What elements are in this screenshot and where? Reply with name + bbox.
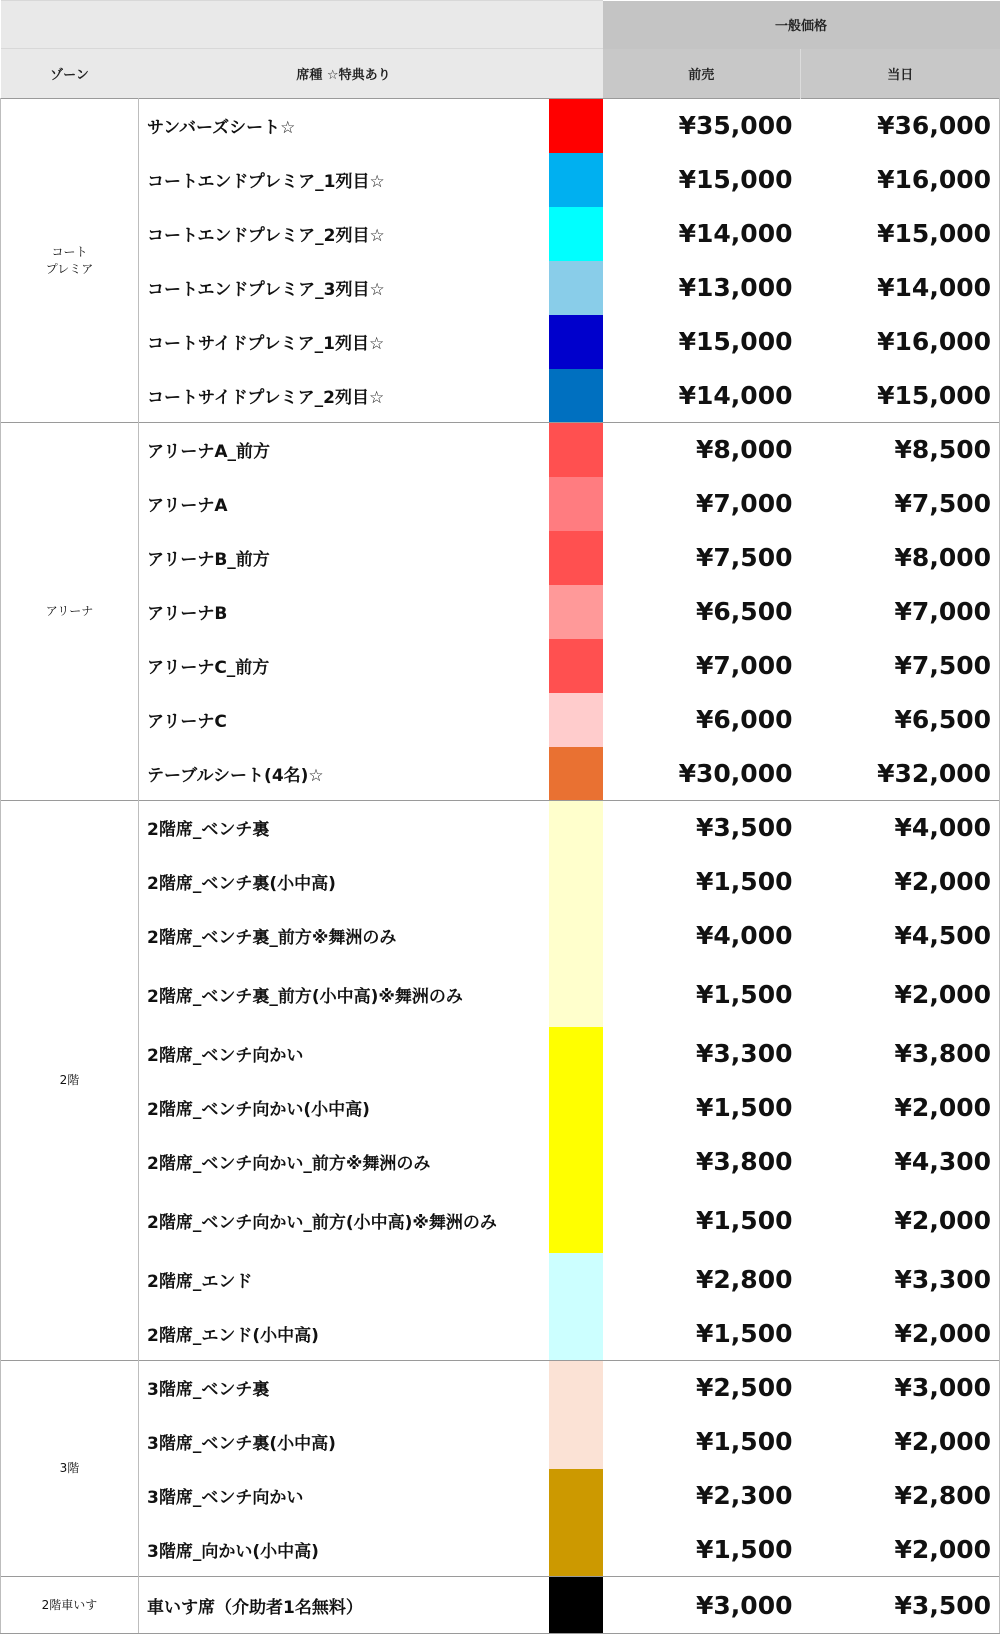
table-row (1, 909, 1000, 963)
seat-color-swatch (549, 1361, 603, 1415)
seat-color-swatch (549, 801, 603, 855)
seat-color-swatch (549, 261, 603, 315)
seat-color-swatch (549, 531, 603, 585)
advance-header: 前売 (603, 49, 801, 99)
seat-name: テーブルシート(4名)☆ (147, 765, 324, 786)
seat-color-swatch (549, 369, 603, 423)
table-row (1, 963, 1000, 1027)
table-row (1, 1469, 1000, 1523)
seat-name: コートサイドプレミア_1列目☆ (147, 334, 385, 354)
zone-cell: コート プレミア (1, 99, 139, 423)
seat-name: 車いす席（介助者1名無料） (139, 1577, 549, 1634)
advance-price: ¥7,000 (696, 489, 793, 518)
same-day-price: ¥4,000 (801, 801, 1000, 855)
same-day-price: ¥4,500 (801, 909, 1000, 963)
seat-color-swatch (549, 1415, 603, 1469)
general-price-header: 一般価格 (603, 1, 1000, 49)
seat-color-swatch (549, 693, 603, 747)
table-row (1, 855, 1000, 909)
same-day-price: ¥16,000 (801, 153, 1000, 207)
table-row (1, 1577, 1000, 1634)
table-row (1, 207, 1000, 261)
advance-price: ¥35,000 (603, 99, 801, 153)
same-day-price: ¥3,500 (801, 1577, 1000, 1634)
same-day-price: ¥2,000 (801, 1307, 1000, 1361)
advance-price: ¥6,500 (696, 597, 793, 626)
same-day-price: ¥8,000 (801, 531, 1000, 585)
seat-name: アリーナA (147, 496, 228, 516)
same-day-price: ¥7,500 (801, 639, 1000, 693)
advance-price: ¥3,800 (696, 1147, 793, 1176)
table-row (1, 693, 1000, 747)
price-body (1, 99, 1000, 1634)
seat-color-swatch (549, 1253, 603, 1307)
seat-color-swatch (549, 855, 603, 909)
table-row (1, 747, 1000, 801)
advance-price: ¥1,500 (696, 1427, 793, 1456)
seat-name: コートエンドプレミア_2列目☆ (147, 226, 385, 246)
header-row-bottom (1, 49, 1000, 99)
same-day-price: ¥36,000 (801, 99, 1000, 153)
seat-name: 2階席_ベンチ向かい_前方※舞洲のみ (147, 1154, 431, 1174)
seat-name: サンバーズシート☆ (139, 99, 549, 153)
same-day-header: 当日 (801, 49, 1000, 99)
zone-cell: 2階 (1, 801, 139, 1361)
advance-price: ¥7,500 (696, 543, 793, 572)
same-day-price: ¥32,000 (801, 747, 1000, 801)
table-row (1, 1361, 1000, 1415)
table-row (1, 315, 1000, 369)
advance-price: ¥3,500 (603, 801, 801, 855)
seat-color-swatch (549, 1577, 603, 1634)
same-day-price: ¥16,000 (801, 315, 1000, 369)
seat-color-swatch (549, 747, 603, 801)
advance-price: ¥14,000 (678, 380, 793, 410)
seat-color-swatch (549, 207, 603, 261)
header-blank (1, 1, 549, 49)
same-day-price: ¥6,500 (801, 693, 1000, 747)
seat-color-swatch (549, 1189, 603, 1253)
table-row (1, 1523, 1000, 1577)
seat-color-swatch (549, 909, 603, 963)
advance-price: ¥2,800 (696, 1265, 793, 1294)
seat-name: アリーナC (147, 712, 227, 732)
same-day-price: ¥2,000 (801, 1415, 1000, 1469)
zone-cell: 2階車いす (1, 1577, 139, 1634)
same-day-price: ¥2,800 (801, 1469, 1000, 1523)
advance-price: ¥6,000 (696, 705, 793, 734)
seat-name: 2階席_ベンチ裏_前方(小中高)※舞洲のみ (147, 987, 463, 1007)
seat-name: 2階席_ベンチ向かい (147, 1046, 304, 1066)
seat-name: アリーナA_前方 (139, 423, 549, 477)
advance-price: ¥15,000 (678, 327, 793, 356)
same-day-price: ¥2,000 (801, 1523, 1000, 1577)
seat-name: 2階席_ベンチ向かい_前方(小中高)※舞洲のみ (147, 1213, 497, 1233)
same-day-price: ¥7,000 (801, 585, 1000, 639)
seat-name: コートサイドプレミア_2列目☆ (147, 387, 385, 408)
seat-name: 2階席_ベンチ裏 (139, 801, 549, 855)
seat-color-swatch (549, 639, 603, 693)
same-day-price: ¥15,000 (801, 369, 1000, 423)
table-row (1, 801, 1000, 855)
seat-color-swatch (549, 315, 603, 369)
advance-price: ¥7,000 (696, 651, 793, 680)
table-row (1, 153, 1000, 207)
seat-name: 3階席_ベンチ裏 (139, 1361, 549, 1415)
header-color-blank (549, 1, 603, 49)
advance-price: ¥1,500 (696, 1318, 793, 1348)
advance-price: ¥1,500 (696, 1093, 793, 1122)
seat-name: アリーナB_前方 (147, 550, 270, 570)
seat-color-swatch (549, 1135, 603, 1189)
header-row-top (1, 1, 1000, 49)
advance-price: ¥1,500 (696, 867, 793, 896)
seat-color-swatch (549, 99, 603, 153)
seat-color-swatch (549, 423, 603, 477)
advance-price: ¥14,000 (678, 219, 793, 248)
advance-price: ¥3,300 (696, 1039, 793, 1068)
seat-name: 2階席_エンド (147, 1272, 253, 1292)
same-day-price: ¥8,500 (801, 423, 1000, 477)
table-row (1, 531, 1000, 585)
table-row (1, 639, 1000, 693)
table-row (1, 1415, 1000, 1469)
same-day-price: ¥4,300 (801, 1135, 1000, 1189)
advance-price: ¥1,500 (696, 1534, 793, 1564)
seat-name: コートエンドプレミア_1列目☆ (147, 172, 385, 192)
advance-price: ¥3,000 (603, 1577, 801, 1634)
seat-name: 2階席_ベンチ裏_前方※舞洲のみ (147, 928, 397, 948)
color-header (549, 49, 603, 99)
advance-price: ¥2,300 (696, 1481, 793, 1510)
seat-color-swatch (549, 477, 603, 531)
seat-color-swatch (549, 1307, 603, 1361)
advance-price: ¥4,000 (696, 921, 793, 950)
same-day-price: ¥15,000 (801, 207, 1000, 261)
table-row (1, 1135, 1000, 1189)
seat-color-swatch (549, 1081, 603, 1135)
zone-header: ゾーン (1, 49, 139, 99)
table-row (1, 1307, 1000, 1361)
table-row (1, 477, 1000, 531)
table-row (1, 261, 1000, 315)
advance-price: ¥30,000 (678, 758, 793, 788)
same-day-price: ¥2,000 (801, 963, 1000, 1027)
advance-price: ¥15,000 (678, 165, 793, 194)
table-row (1, 1189, 1000, 1253)
same-day-price: ¥14,000 (801, 261, 1000, 315)
seat-name: 2階席_ベンチ裏(小中高) (147, 874, 336, 894)
seat-color-swatch (549, 1523, 603, 1577)
same-day-price: ¥2,000 (801, 855, 1000, 909)
same-day-price: ¥7,500 (801, 477, 1000, 531)
seat-name: コートエンドプレミア_3列目☆ (147, 280, 385, 300)
seat-type-header: 席種 ☆特典あり (139, 49, 549, 99)
seat-color-swatch (549, 153, 603, 207)
seat-name: 2階席_エンド(小中高) (147, 1325, 319, 1346)
zone-cell: 3階 (1, 1361, 139, 1577)
seat-color-swatch (549, 1027, 603, 1081)
same-day-price: ¥2,000 (801, 1081, 1000, 1135)
zone-cell: アリーナ (1, 423, 139, 801)
seat-name: アリーナC_前方 (147, 658, 270, 678)
advance-price: ¥8,000 (603, 423, 801, 477)
table-row (1, 99, 1000, 153)
seat-name: 3階席_向かい(小中高) (147, 1541, 319, 1562)
seat-color-swatch (549, 1469, 603, 1523)
same-day-price: ¥3,300 (801, 1253, 1000, 1307)
same-day-price: ¥3,000 (801, 1361, 1000, 1415)
table-row (1, 1081, 1000, 1135)
table-row (1, 1027, 1000, 1081)
table-row (1, 369, 1000, 423)
advance-price: ¥1,500 (696, 1206, 793, 1235)
advance-price: ¥1,500 (696, 980, 793, 1009)
seat-color-swatch (549, 963, 603, 1027)
table-row (1, 585, 1000, 639)
seat-name: アリーナB (147, 604, 228, 624)
seat-name: 2階席_ベンチ向かい(小中高) (147, 1100, 370, 1120)
same-day-price: ¥3,800 (801, 1027, 1000, 1081)
seat-color-swatch (549, 585, 603, 639)
table-row (1, 423, 1000, 477)
advance-price: ¥13,000 (678, 273, 793, 302)
table-row (1, 1253, 1000, 1307)
advance-price: ¥2,500 (603, 1361, 801, 1415)
seat-name: 3階席_ベンチ裏(小中高) (147, 1434, 336, 1454)
same-day-price: ¥2,000 (801, 1189, 1000, 1253)
seat-name: 3階席_ベンチ向かい (147, 1488, 304, 1508)
